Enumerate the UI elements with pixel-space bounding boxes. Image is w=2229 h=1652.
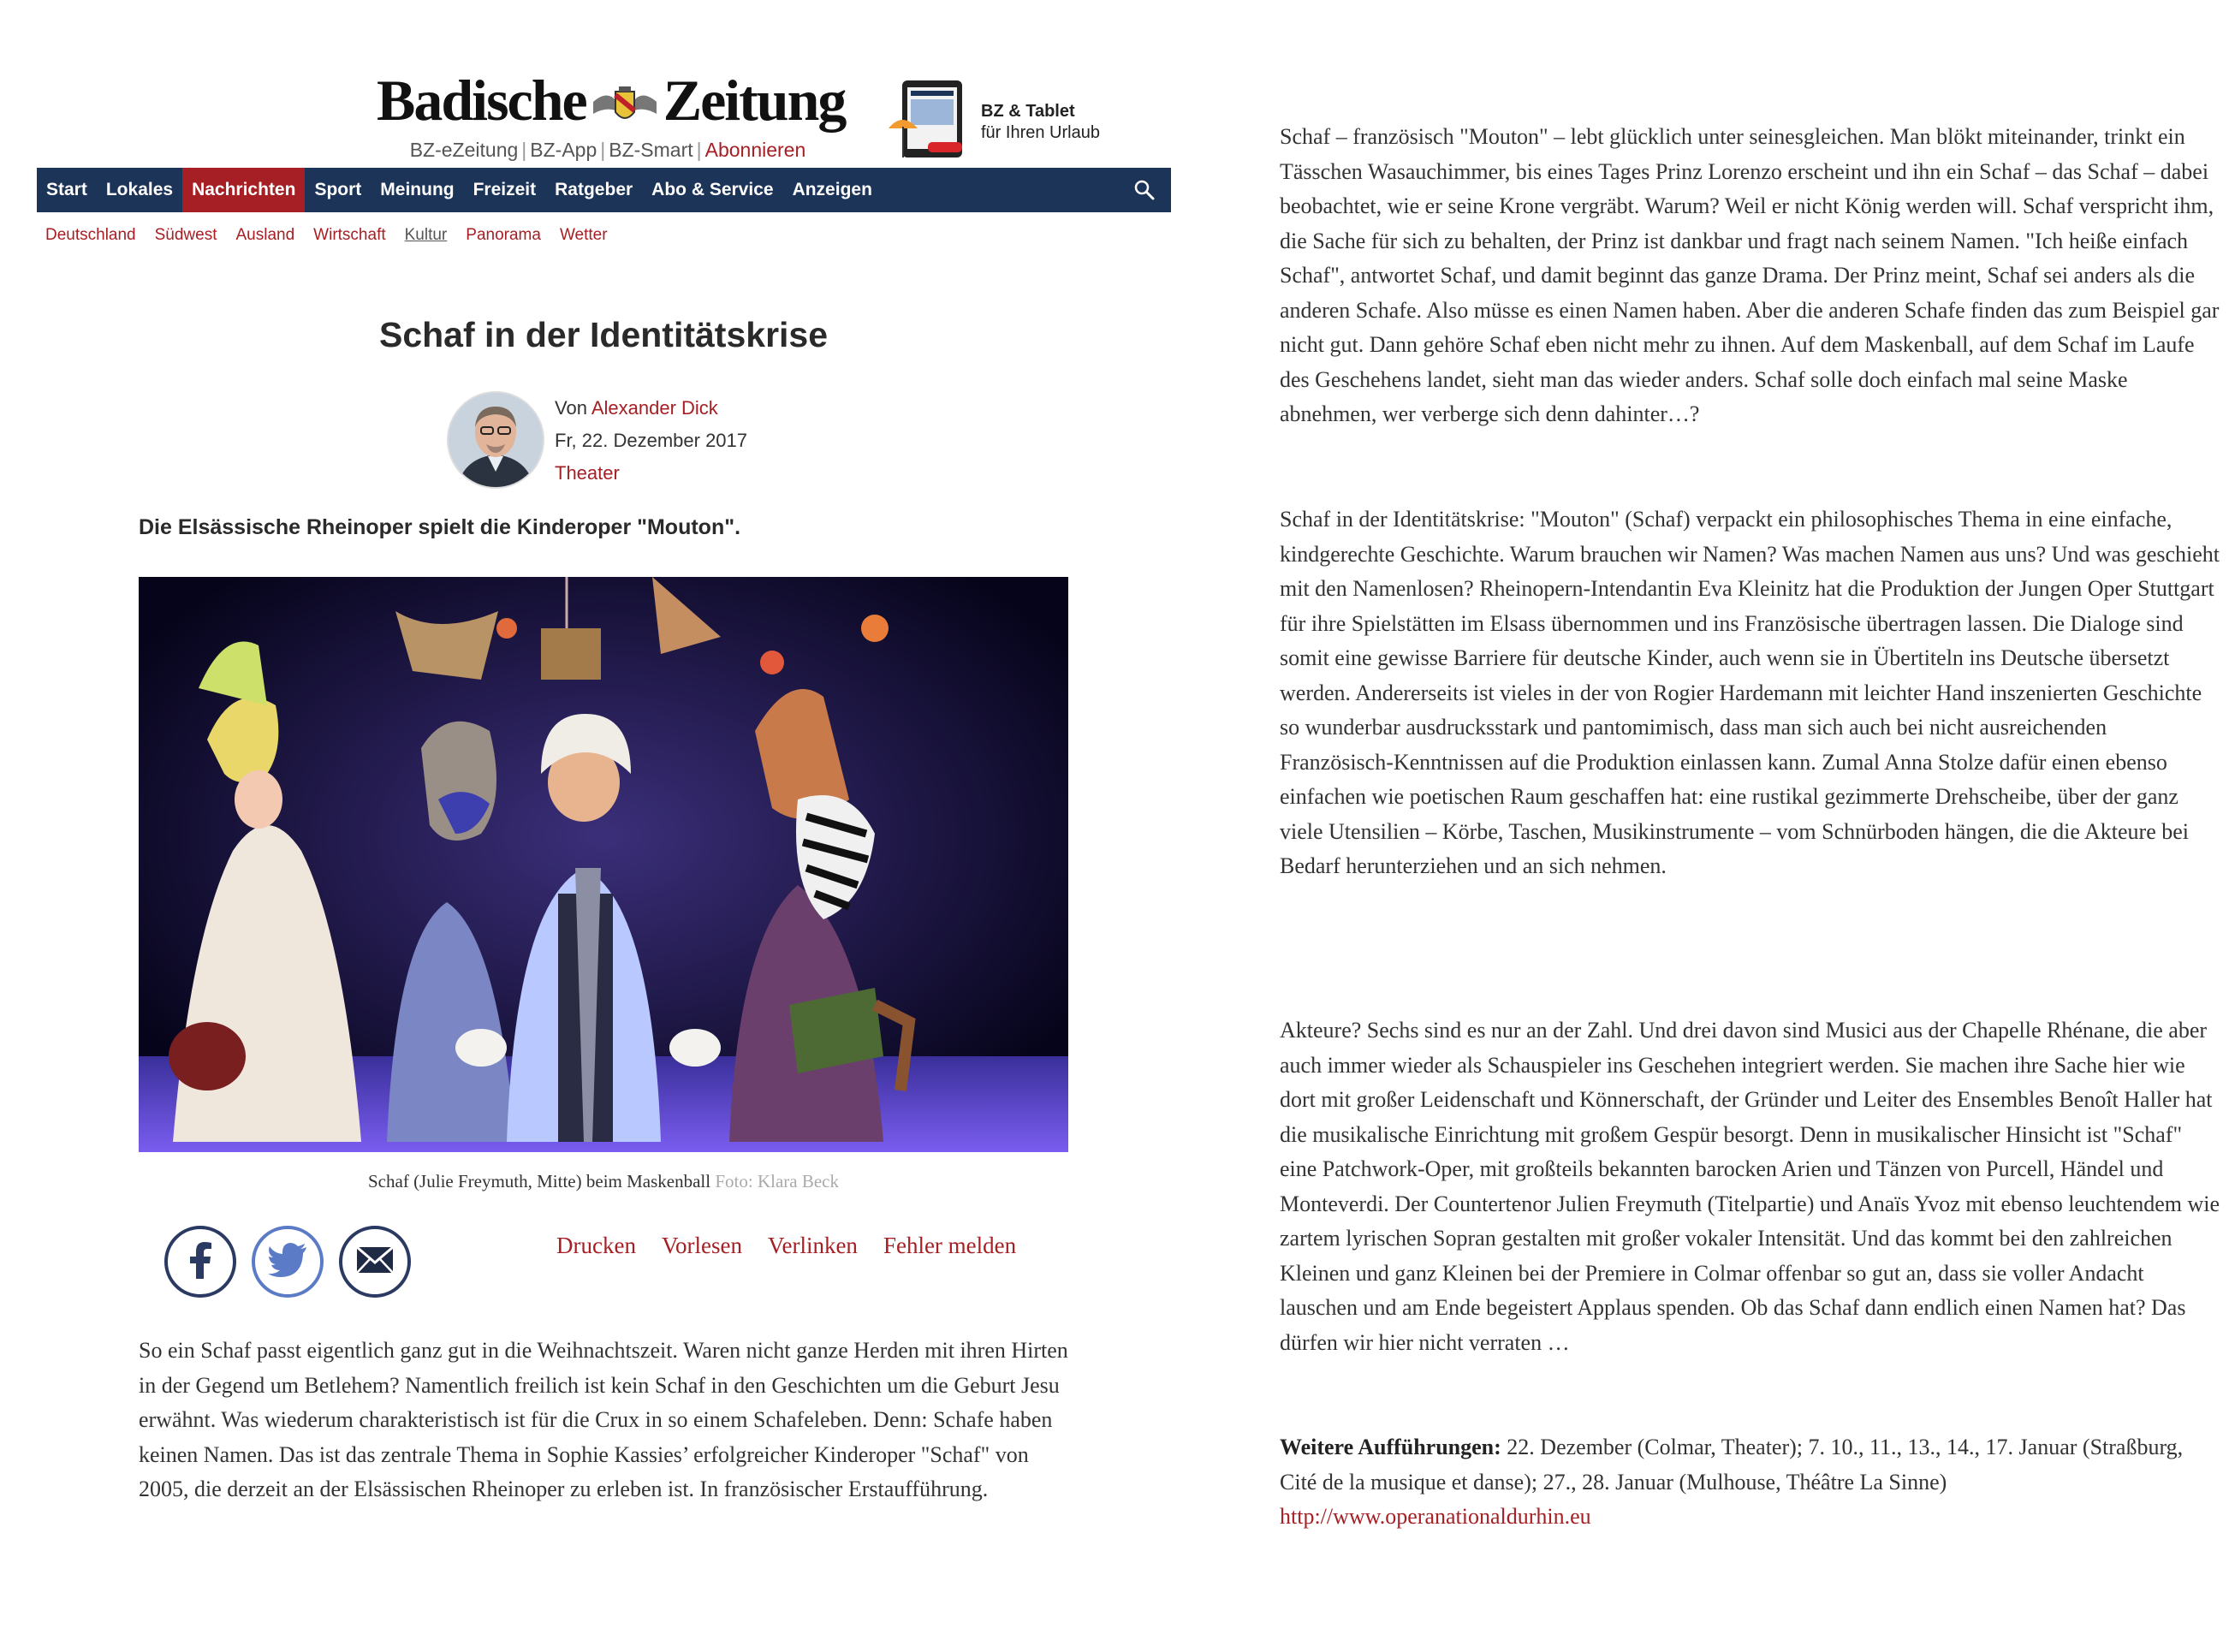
article-paragraph-3: Schaf in der Identitätskrise: "Mouton" (Schaf) verpackt ein philosophisches Thema in eine einfache, kindgerechte Geschichte. Warum brauchen wir Namen? Was machen Namen aus uns? Und was geschieht mit den Namenlosen? Rheinopern-Intendantin Eva Kleinitz hat die Produktion der Jungen Oper Stuttgart für ihre Spielstätten im Elsass übernommen und ins Französische übertragen lassen. Die Dialoge sind somit eine gewisse Barriere für deutsche Kinder, auch wenn sie in Übertiteln ins Deutsche übersetzt werden. Andererseits ist vieles in der von Rogier Hardemann mit leichter Hand inszenierten Geschichte so wunderbar ausdrucksstark und pantomimisch, dass man sich auch bei nicht ausreichenden Französisch-Kenntnissen auf die Produktion einlassen kann. Zumal Anna Stolze dafür einen ebenso einfachen wie poetischen Raum geschaffen hat: eine rustikal gezimmerte Drehscheibe, über der ganz viele Utensilien – Körbe, Taschen, Musikinstrumente – vom Schnürboden hängen, die die Akteure bei Bedarf herunterziehen und an sich nehmen. bbox=[1280, 507, 2220, 878]
read-aloud-link[interactable]: Vorlesen bbox=[661, 1233, 742, 1258]
subnav-item-deutschland[interactable]: Deutschland bbox=[45, 226, 136, 244]
nav-item-nachrichten[interactable]: Nachrichten bbox=[182, 168, 305, 212]
article-paragraph-4: Akteure? Sechs sind es nur an der Zahl. Und drei davon sind Musici aus der Chapelle Rhénane, die aber auch immer wieder als Schauspieler ins Geschehen integriert werden. Sie machen ihre Sache hier wie dort mit großer Leidenschaft und Könnerschaft, der Gründer und Leiter des Ensembles Benoît Haller hat die musikalische Einrichtung mit großem Gespür besorgt. Denn in musikalischer Hinsicht ist "Schaf" eine Patchwork-Oper, mit großteils bekannten barocken Arien und Tänzen von Purcell, Händel und Monteverdi. Der Countertenor Julien Freymuth (Titelpartie) und Anaïs Yvoz mit ebenso leuchtendem wie zartem lyrischen Sopran gestalten mit großer vokaler Intensität. Und das kommt bei den zahlreichen Kleinen und ganz Kleinen bei der Premiere in Colmar offenbar so gut an, dass sie voller Andacht lauschen und am Ende begeistert Applaus spenden. Ob das Schaf dann endlich einen Namen hat? Das dürfen wir hier nicht verraten … bbox=[1280, 1018, 2220, 1355]
main-nav bbox=[37, 168, 1171, 212]
article-title: Schaf in der Identitätskrise bbox=[378, 315, 829, 354]
article-paragraph-1: So ein Schaf passt eigentlich ganz gut in die Weihnachtszeit. Waren nicht ganze Herden mit ihren Hirten in der Gegend um Betlehem? Namentlich freilich ist kein Schaf in den Geschichten um die Geburt Jesu erwähnt. Was wiederum charakteristisch ist für die Crux in so einem Schafeleben. Denn: Schafe haben keinen Namen. Das ist das zentrale Thema in Sophie Kassies’ erfolgreicher Kinderoper "Schaf" von 2005, die derzeit an der Elsässischen Rheinoper zu erleben ist. In französischer Erstaufführung. bbox=[139, 1338, 1068, 1501]
logo-links: BZ-eZeitung | BZ-App | BZ-Smart | Abonnieren bbox=[409, 139, 806, 161]
by-prefix: Von bbox=[555, 397, 587, 419]
logo-text-left: Badische bbox=[377, 68, 586, 133]
link-bz-app[interactable]: BZ-App bbox=[530, 139, 597, 161]
report-error-link[interactable]: Fehler melden bbox=[883, 1233, 1017, 1258]
article-photo[interactable] bbox=[139, 577, 1068, 1152]
category-link[interactable]: Theater bbox=[555, 462, 620, 484]
performances-label: Weitere Aufführungen: bbox=[1280, 1435, 1501, 1459]
tablet-promo[interactable] bbox=[887, 75, 1118, 169]
subnav-item-wirtschaft[interactable]: Wirtschaft bbox=[313, 226, 386, 244]
subnav-item-wetter[interactable]: Wetter bbox=[559, 226, 608, 244]
link-ezeitung[interactable]: BZ-eZeitung bbox=[409, 139, 519, 161]
performances-text: 22. Dezember (Colmar, Theater); 7. 10., 11., 13., 14., 17. Januar (Straßburg, Cité de la musique et danse); 27., 28. Januar (Mulhouse, Théâtre La Sinne) bbox=[1280, 1435, 2184, 1495]
author-avatar[interactable] bbox=[447, 391, 544, 489]
site-logo[interactable] bbox=[377, 67, 846, 134]
article-lead: Die Elsässische Rheinoper spielt die Kinderoper "Mouton". bbox=[139, 515, 741, 539]
promo-subtitle: für Ihren Urlaub bbox=[981, 123, 1100, 142]
facebook-share-button[interactable] bbox=[164, 1226, 236, 1298]
article-actions bbox=[556, 1233, 1016, 1259]
masthead bbox=[377, 67, 846, 162]
sub-nav bbox=[45, 226, 608, 245]
article-paragraph-2: Schaf – französisch "Mouton" – lebt glücklich unter seinesgleichen. Man blökt miteinander, trinkt ein Tässchen Wasauchimmer, bis eines Tages Prinz Lorenzo erscheint und ihn ein Schaf – das Schaf – dabei beobachtet, wie er seine Krone vergräbt. Warum? Weil er nicht König werden will. Schaf verspricht ihm, die Sache für sich zu behalten, der Prinz ist dankbar und fragt nach seinem Namen. "Ich heiße einfach Schaf", antwortet Schaf, und damit beginnt das ganze Drama. Der Prinz meint, Schaf sei anders als die anderen Schafe. Also müsse es einen Namen haben. Aber die anderen Schafe finden das zum Beispiel gar nicht gut. Dann gehöre Schaf eben nicht mehr zu ihnen. Auf dem Maskenball, auf dem Schaf im Laufe des Geschehens landet, sieht man das wieder anders. Schaf solle doch einfach mal seine Maske abnehmen, wer verberge sich denn dahinter…? bbox=[1280, 124, 2220, 426]
print-link[interactable]: Drucken bbox=[556, 1233, 636, 1258]
logo-text-right: Zeitung bbox=[663, 68, 846, 133]
photo-caption bbox=[139, 1171, 1068, 1192]
facebook-icon bbox=[183, 1239, 217, 1285]
caption-credit: Foto: Klara Beck bbox=[715, 1171, 839, 1191]
performances-info bbox=[1280, 1430, 2221, 1535]
subscribe-link[interactable]: Abonnieren bbox=[704, 139, 806, 161]
promo-title: BZ & Tablet bbox=[981, 102, 1075, 121]
email-share-button[interactable] bbox=[339, 1226, 411, 1298]
coat-of-arms-icon bbox=[590, 78, 660, 124]
twitter-icon bbox=[267, 1243, 308, 1281]
nav-item-sport[interactable]: Sport bbox=[314, 180, 362, 199]
opera-website-link[interactable]: http://www.operanationaldurhin.eu bbox=[1280, 1504, 1591, 1529]
search-icon[interactable] bbox=[1133, 179, 1156, 201]
nav-item-ratgeber[interactable]: Ratgeber bbox=[555, 180, 633, 199]
nav-item-freizeit[interactable]: Freizeit bbox=[473, 180, 537, 199]
subnav-item-suedwest[interactable]: Südwest bbox=[154, 226, 217, 244]
permalink-link[interactable]: Verlinken bbox=[767, 1233, 858, 1258]
article-date: Fr, 22. Dezember 2017 bbox=[555, 430, 748, 451]
nav-item-lokales[interactable]: Lokales bbox=[105, 180, 174, 199]
tablet-icon bbox=[887, 79, 972, 164]
subnav-item-ausland[interactable]: Ausland bbox=[235, 226, 295, 244]
caption-text: Schaf (Julie Freymuth, Mitte) beim Maskenball bbox=[368, 1171, 711, 1191]
subnav-item-panorama[interactable]: Panorama bbox=[466, 226, 541, 244]
subnav-item-kultur[interactable]: Kultur bbox=[404, 226, 448, 244]
twitter-share-button[interactable] bbox=[252, 1226, 324, 1298]
nav-item-anzeigen[interactable]: Anzeigen bbox=[792, 180, 872, 199]
nav-item-meinung[interactable]: Meinung bbox=[380, 180, 455, 199]
nav-item-start[interactable]: Start bbox=[46, 180, 87, 199]
article-meta bbox=[555, 392, 747, 490]
promo-text bbox=[981, 101, 1100, 144]
link-bz-smart[interactable]: BZ-Smart bbox=[609, 139, 693, 161]
author-link[interactable]: Alexander Dick bbox=[591, 397, 718, 419]
nav-item-abo-service[interactable]: Abo & Service bbox=[651, 180, 774, 199]
envelope-icon bbox=[355, 1245, 395, 1279]
